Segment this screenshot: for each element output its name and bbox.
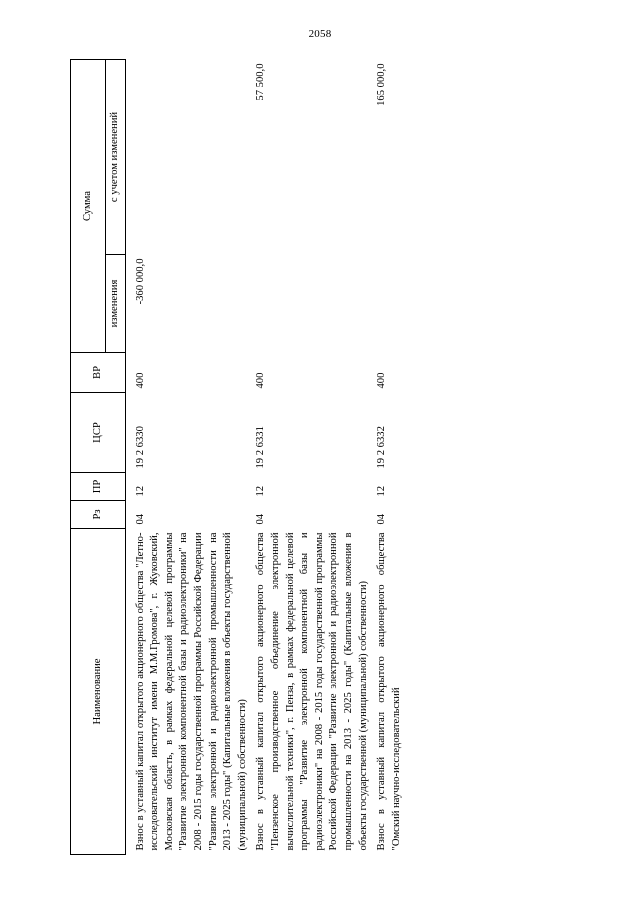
row-change: -360 000,0	[134, 258, 146, 305]
row-vr: 400	[134, 372, 146, 389]
row-rz: 04	[134, 513, 146, 525]
row-with-change: 57 500,0	[255, 63, 267, 101]
header-pr: ПР	[71, 473, 126, 501]
row-csr: 19 2 6332	[376, 426, 388, 469]
header-csr: ЦСР	[71, 393, 126, 473]
row-name: Взнос в уставный капитал открытого акционерного общества "Омский научно-исследовательский	[376, 532, 402, 851]
row-with-change: 165 000,0	[376, 63, 388, 106]
row-vr: 400	[255, 372, 267, 389]
row-with-change	[125, 60, 252, 255]
header-vr: ВР	[71, 353, 126, 393]
rotated-table-container	[70, 60, 590, 855]
row-csr: 19 2 6331	[255, 426, 267, 469]
table-row	[373, 60, 413, 855]
header-change: изменения	[106, 255, 126, 353]
row-vr: 400	[376, 372, 388, 389]
table-row	[125, 60, 252, 855]
header-rz: Рз	[71, 501, 126, 529]
row-change	[373, 255, 413, 353]
header-name: Наименование	[71, 529, 126, 855]
row-change	[252, 255, 373, 353]
row-rz: 04	[376, 513, 388, 525]
page-number: 2058	[308, 28, 332, 40]
table-row	[252, 60, 373, 855]
row-name: Взнос в уставный капитал открытого акционерного общества "Летно-исследовательский институт имени М.М.Громова", г. Жуковский, Московская область, в рамках федеральной целевой программы "Развитие электронной компонентной базы и радиоэлектроники" на 2008 - 2015 годы государственной программы Российской Федерации "Развитие электронной и радиоэлектронной промышленности на 2013 - 2025 годы" (Капитальные вложения в объекты государственной (муниципальной) собственности)	[134, 532, 248, 851]
row-name: Взнос в уставный капитал открытого акционерного общества "Пензенское производственное объединение электронной вычислительной техники", г. Пенза, в рамках федеральной целевой программы "Развитие электронной компонентной базы и радиоэлектроники" на 2008 - 2015 годы государственной программы Российской Федерации "Развитие электронной и радиоэлектронной промышленности на 2013 - 2025 годы" (Капитальные вложения в объекты государственной (муниципальной) собственности)	[255, 532, 369, 851]
row-csr: 19 2 6330	[134, 426, 146, 469]
row-pr: 12	[376, 485, 388, 497]
row-pr: 12	[134, 485, 146, 497]
header-sum: Сумма	[71, 60, 106, 353]
header-with-change: с учетом изменений	[106, 60, 126, 255]
row-pr: 12	[255, 485, 267, 497]
budget-table	[70, 59, 413, 855]
row-rz: 04	[255, 513, 267, 525]
